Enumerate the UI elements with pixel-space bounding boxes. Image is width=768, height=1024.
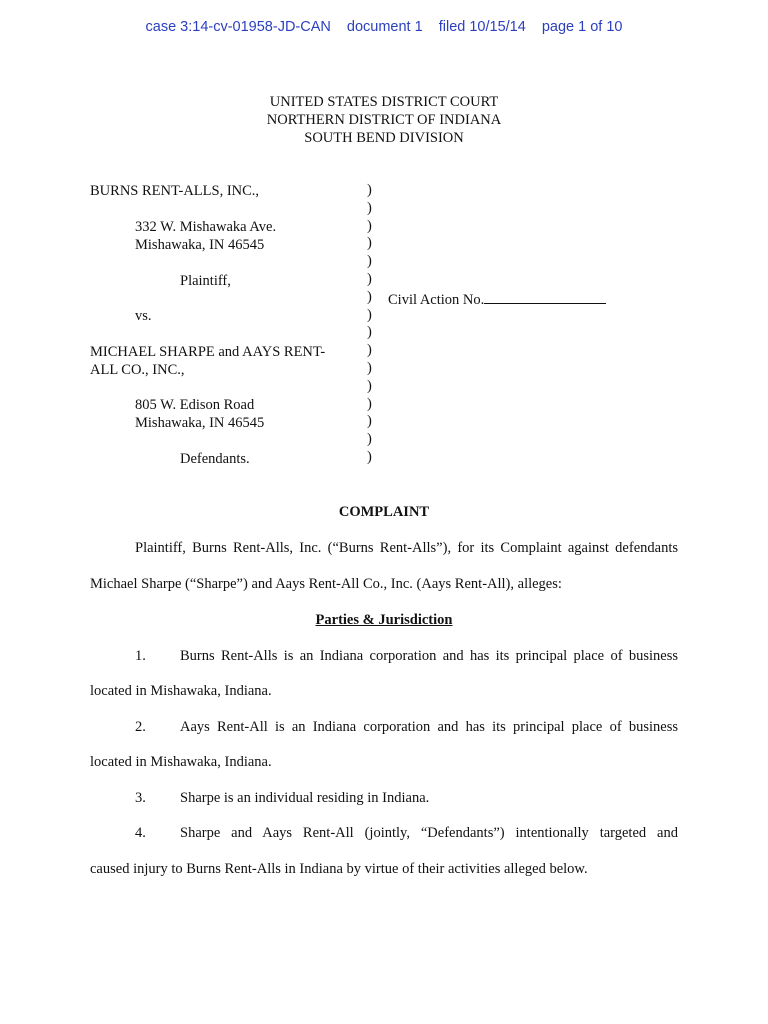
court-district: NORTHERN DISTRICT OF INDIANA <box>266 112 502 128</box>
defendant-name-line1: MICHAEL SHARPE and AAYS RENT- <box>90 344 326 360</box>
paragraph-1-line1: Burns Rent-Alls is an Indiana corporation and has its principal place of business <box>180 648 678 664</box>
defendant-role: Defendants. <box>180 451 250 467</box>
caption-paren: ) <box>367 448 372 465</box>
paragraph-4-line1: Sharpe and Aays Rent-All (jointly, “Defendants”) intentionally targeted and <box>180 825 678 841</box>
civil-action-label: Civil Action No. <box>388 292 485 308</box>
caption-paren: ) <box>367 359 372 376</box>
paragraph-number: 2. <box>135 719 146 735</box>
caption-parenthesis-column <box>367 182 372 467</box>
paragraph-number: 3. <box>135 790 146 806</box>
case-number: case 3:14-cv-01958-JD-CAN <box>145 19 331 35</box>
paragraph-4-line2: caused injury to Burns Rent-Alls in Indiana by virtue of their activities alleged below. <box>90 861 588 877</box>
document-number: document 1 <box>346 19 423 35</box>
caption-paren: ) <box>367 217 372 234</box>
caption-paren: ) <box>367 306 372 323</box>
filing-header <box>0 18 768 36</box>
defendant-address-line1: 805 W. Edison Road <box>135 397 255 413</box>
document-title: COMPLAINT <box>338 504 430 520</box>
paragraph-1-line2: located in Mishawaka, Indiana. <box>90 683 272 699</box>
caption-paren: ) <box>367 253 372 270</box>
section-heading: Parties & Jurisdiction <box>315 612 453 628</box>
caption-paren: ) <box>367 270 372 287</box>
plaintiff-address-line1: 332 W. Mishawaka Ave. <box>135 219 277 235</box>
paragraph-number: 1. <box>135 648 146 664</box>
page-indicator: page 1 of 10 <box>541 19 623 35</box>
caption-paren: ) <box>367 395 372 412</box>
caption-paren: ) <box>367 324 372 341</box>
intro-line-1: Plaintiff, Burns Rent-Alls, Inc. (“Burns Rent-Alls”), for its Complaint against defendants <box>135 540 678 556</box>
paragraph-2-line2: located in Mishawaka, Indiana. <box>90 754 272 770</box>
versus-label: vs. <box>135 308 152 324</box>
court-division: SOUTH BEND DIVISION <box>304 130 464 146</box>
caption-paren: ) <box>367 182 372 198</box>
filed-date: filed 10/15/14 <box>438 19 526 35</box>
civil-action-field <box>388 289 606 309</box>
caption-paren: ) <box>367 288 372 305</box>
intro-line-2: Michael Sharpe (“Sharpe”) and Aays Rent-All Co., Inc. (Aays Rent-All), alleges: <box>90 576 562 592</box>
caption-paren: ) <box>367 431 372 448</box>
caption-paren: ) <box>367 199 372 216</box>
plaintiff-role: Plaintiff, <box>180 273 231 289</box>
court-name: UNITED STATES DISTRICT COURT <box>269 94 499 110</box>
caption-paren: ) <box>367 377 372 394</box>
plaintiff-name: BURNS RENT-ALLS, INC., <box>90 183 260 199</box>
caption-paren: ) <box>367 235 372 252</box>
caption-paren: ) <box>367 413 372 430</box>
paragraph-3-line1: Sharpe is an individual residing in Indiana. <box>180 790 430 806</box>
defendant-address-line2: Mishawaka, IN 46545 <box>135 415 265 431</box>
paragraph-2-line1: Aays Rent-All is an Indiana corporation and has its principal place of business <box>180 719 678 735</box>
plaintiff-address-line2: Mishawaka, IN 46545 <box>135 237 265 253</box>
paragraph-number: 4. <box>135 825 146 841</box>
defendant-name-line2: ALL CO., INC., <box>90 362 185 378</box>
caption-paren: ) <box>367 342 372 359</box>
civil-action-number-blank <box>484 289 606 304</box>
